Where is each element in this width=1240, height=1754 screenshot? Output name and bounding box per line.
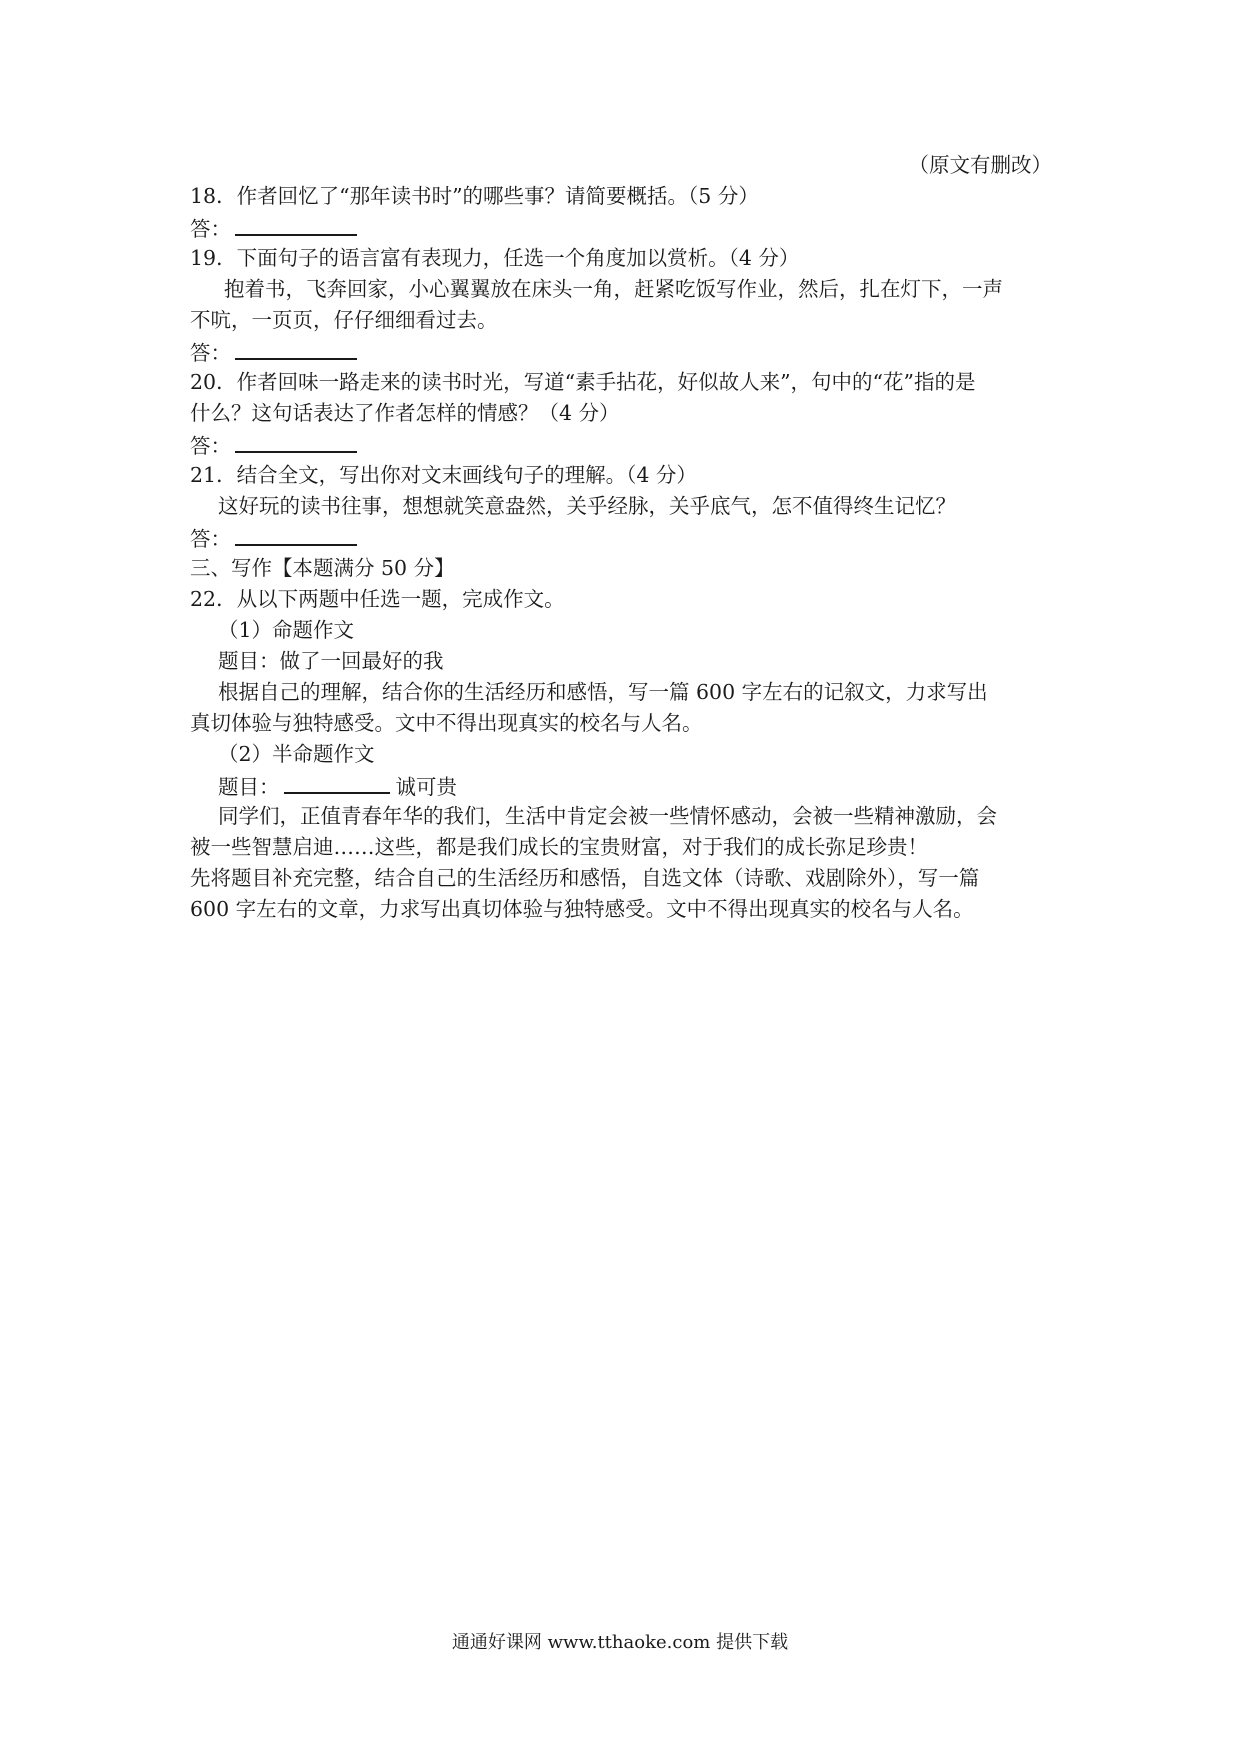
writing-section-title: 三、写作【本题满分 50 分】 xyxy=(190,556,455,580)
option-2-desc-line3: 先将题目补充完整，结合自己的生活经历和感悟，自选文体（诗歌、戏剧除外），写一篇 xyxy=(190,866,980,890)
title-blank[interactable] xyxy=(284,770,390,794)
answer-label: 答： xyxy=(190,217,231,241)
question-20-line1: 20．作者回味一路走来的读书时光，写道“素手拈花，好似故人来”，句中的“花”指的是 xyxy=(190,370,976,394)
option-1-desc-line2: 真切体验与独特感受。文中不得出现真实的校名与人名。 xyxy=(190,711,703,735)
answer-label: 答： xyxy=(190,341,231,365)
question-22: 22．从以下两题中任选一题，完成作文。 xyxy=(190,587,565,611)
answer-18 xyxy=(190,212,1060,243)
exam-page xyxy=(190,150,1060,925)
question-19-quote-line2: 不吭，一页页，仔仔细细看过去。 xyxy=(190,308,498,332)
answer-label: 答： xyxy=(190,527,231,551)
option-2-label: （2）半命题作文 xyxy=(218,742,375,766)
answer-blank[interactable] xyxy=(235,429,357,453)
option-2-title xyxy=(190,770,1060,801)
question-19-quote-line1: 抱着书，飞奔回家，小心翼翼放在床头一角，赶紧吃饭写作业，然后，扎在灯下，一声 xyxy=(224,277,1003,301)
question-18: 18．作者回忆了“那年读书时”的哪些事？请简要概括。（5 分） xyxy=(190,184,759,208)
source-note: （原文有删改） xyxy=(908,153,1052,177)
answer-19 xyxy=(190,336,1060,367)
option-2-desc-line2: 被一些智慧启迪……这些，都是我们成长的宝贵财富，对于我们的成长弥足珍贵！ xyxy=(190,835,928,859)
answer-blank[interactable] xyxy=(235,212,357,236)
option-1-desc-line1: 根据自己的理解，结合你的生活经历和感悟，写一篇 600 字左右的记叙文，力求写出 xyxy=(218,680,988,704)
answer-20 xyxy=(190,429,1060,460)
question-19: 19．下面句子的语言富有表现力，任选一个角度加以赏析。（4 分） xyxy=(190,246,800,270)
option-2-title-suffix: 诚可贵 xyxy=(395,775,457,799)
option-1-title: 题目：做了一回最好的我 xyxy=(218,649,444,673)
answer-blank[interactable] xyxy=(235,336,357,360)
answer-blank[interactable] xyxy=(235,522,357,546)
page-footer: 通通好课网 www.tthaoke.com 提供下载 xyxy=(451,1632,789,1653)
option-2-title-prefix: 题目： xyxy=(218,775,280,799)
question-21: 21．结合全文，写出你对文末画线句子的理解。（4 分） xyxy=(190,463,697,487)
option-2-desc-line1: 同学们，正值青春年华的我们，生活中肯定会被一些情怀感动，会被一些精神激励，会 xyxy=(218,804,997,828)
answer-21 xyxy=(190,522,1060,553)
answer-label: 答： xyxy=(190,434,231,458)
question-20-line2: 什么？这句话表达了作者怎样的情感？（4 分） xyxy=(190,401,620,425)
question-21-quote: 这好玩的读书往事，想想就笑意盎然，关乎经脉，关乎底气，怎不值得终生记忆？ xyxy=(218,494,956,518)
option-1-label: （1）命题作文 xyxy=(218,618,355,642)
option-2-desc-line4: 600 字左右的文章，力求写出真切体验与独特感受。文中不得出现真实的校名与人名。 xyxy=(190,897,974,921)
